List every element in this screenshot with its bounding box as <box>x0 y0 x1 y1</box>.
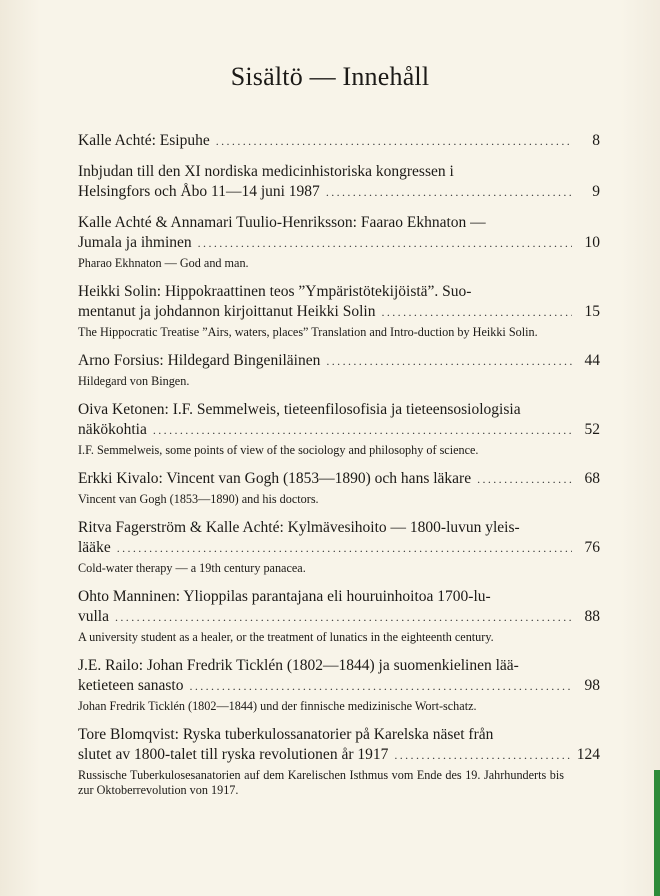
toc-entry-line <box>78 676 600 696</box>
toc-entry-translation: A university student as a healer, or the treatment of lunatics in the eighteenth century. <box>78 630 494 644</box>
toc-entry <box>78 469 600 507</box>
toc-entry-line <box>78 131 600 151</box>
toc-entry-title: J.E. Railo: Johan Fredrik Ticklén (1802—1844) ja suomenkielinen lää- <box>78 657 519 674</box>
toc-entry-translation: Russische Tuberkulosesanatorien auf dem Karelischen Isthmus vom Ende des 19. Jahrhunderts bis zur Oktoberrevolution von 1917. <box>78 768 564 797</box>
toc-entry-title-end: Helsingfors och Åbo 11—14 juni 1987 <box>78 183 320 200</box>
page-number: 98 <box>584 677 600 694</box>
toc-entry-translation: Cold-water therapy — a 19th century panacea. <box>78 561 306 575</box>
toc-entry-translation: Hildegard von Bingen. <box>78 374 190 388</box>
dot-leader <box>117 538 572 558</box>
page-number: 124 <box>576 746 600 763</box>
toc-entry-title-end: ketieteen sanasto <box>78 677 184 694</box>
green-edge-strip <box>654 770 660 896</box>
dot-leader <box>198 233 572 253</box>
page-number: 76 <box>584 539 600 556</box>
dot-leader <box>326 351 572 371</box>
toc-entry-line <box>78 182 600 202</box>
toc-entry-line <box>78 745 600 765</box>
toc-entry-line <box>78 469 600 489</box>
toc-entry-title: Ohto Manninen: Ylioppilas parantajana eli houruinhoitoa 1700-lu- <box>78 588 491 605</box>
toc-entry-line <box>78 538 600 558</box>
toc-entry-title: Arno Forsius: Hildegard Bingeniläinen <box>78 352 321 369</box>
page-number: 68 <box>584 470 600 487</box>
toc-entry-line <box>78 302 600 322</box>
dot-leader <box>115 607 572 627</box>
toc-entry-translation: Pharao Ekhnaton — God and man. <box>78 256 249 270</box>
dot-leader <box>477 469 572 489</box>
toc-entry-title: Kalle Achté: Esipuhe <box>78 132 210 149</box>
toc-entry <box>78 400 600 458</box>
toc-entry <box>78 518 600 576</box>
toc-entry-title-end: mentanut ja johdannon kirjoittanut Heikki Solin <box>78 303 376 320</box>
toc-entry-translation: Johan Fredrik Ticklén (1802—1844) und der finnische medizinische Wort-schatz. <box>78 699 477 713</box>
toc-entry-title: Heikki Solin: Hippokraattinen teos ”Ympäristötekijöistä”. Suo- <box>78 283 472 300</box>
toc-entry <box>78 725 600 798</box>
toc-entry-title-end: Jumala ja ihminen <box>78 234 192 251</box>
page-number: 44 <box>584 352 600 369</box>
toc-entry-title: Tore Blomqvist: Ryska tuberkulossanatorier på Karelska näset från <box>78 726 494 743</box>
dot-leader <box>394 745 570 765</box>
toc-entry <box>78 213 600 271</box>
toc-entry-title-end: slutet av 1800-talet till ryska revolutionen år 1917 <box>78 746 389 763</box>
toc-entry <box>78 131 600 151</box>
toc-entry-title-end: lääke <box>78 539 111 556</box>
page-number: 52 <box>584 421 600 438</box>
toc-entry-line <box>78 233 600 253</box>
toc-entry-title: Erkki Kivalo: Vincent van Gogh (1853—1890) och hans läkare <box>78 470 472 487</box>
dot-leader <box>381 302 572 322</box>
dot-leader <box>153 420 572 440</box>
toc-entry-translation: Vincent van Gogh (1853—1890) and his doctors. <box>78 492 319 506</box>
toc-entry-translation: The Hippocratic Treatise ”Airs, waters, places” Translation and Intro-duction by Heikki Solin. <box>78 325 538 339</box>
page-number: 88 <box>584 608 600 625</box>
toc-entry <box>78 282 600 340</box>
page-number: 9 <box>592 183 600 200</box>
toc-entry-title: Oiva Ketonen: I.F. Semmelweis, tieteenfilosofisia ja tieteensosiologisia <box>78 401 521 418</box>
toc-entry-line <box>78 607 600 627</box>
page-number: 15 <box>584 303 600 320</box>
toc-entry-title: Inbjudan till den XI nordiska medicinhistoriska kongressen i <box>78 163 454 180</box>
toc-entry-translation: I.F. Semmelweis, some points of view of the sociology and philosophy of science. <box>78 443 479 457</box>
dot-leader <box>326 182 572 202</box>
toc-entry-title: Kalle Achté & Annamari Tuulio-Henriksson: Faarao Ekhnaton — <box>78 214 486 231</box>
toc-entry <box>78 162 600 202</box>
toc-entry-line <box>78 420 600 440</box>
toc-entry-title: Ritva Fagerström & Kalle Achté: Kylmävesihoito — 1800-luvun yleis- <box>78 519 520 536</box>
toc-entry-title-end: vulla <box>78 608 109 625</box>
toc-entry <box>78 587 600 645</box>
toc-entry <box>78 656 600 714</box>
dot-leader <box>216 131 572 151</box>
page-number: 10 <box>584 234 600 251</box>
toc-entry-title-end: näkökohtia <box>78 421 147 438</box>
toc-entry <box>78 351 600 389</box>
dot-leader <box>189 676 572 696</box>
table-of-contents <box>78 131 600 809</box>
page-title: Sisältö — Innehåll <box>230 62 430 91</box>
page-number: 8 <box>592 132 600 149</box>
toc-entry-line <box>78 351 600 371</box>
